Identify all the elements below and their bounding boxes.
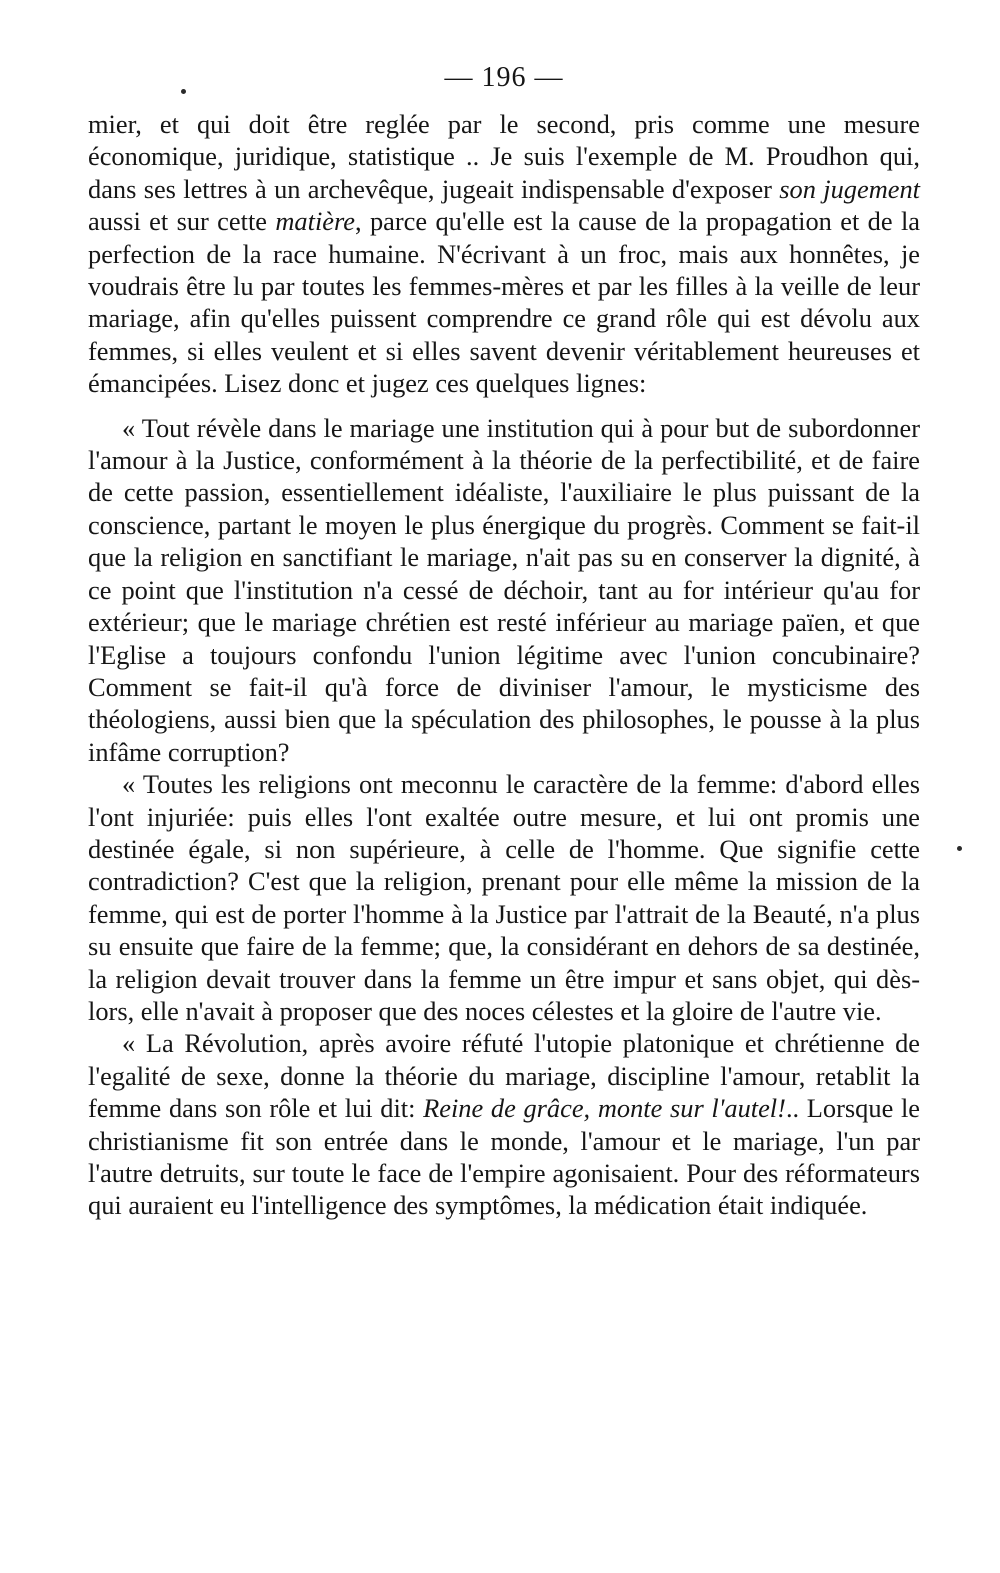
paragraph [88,1027,920,1221]
paragraph [88,412,920,768]
text-run: « La Révolution, après avoire réfuté l'utopie platonique et chrétienne de l'egalité de sexe, donne la théorie du mariage, discipline l'amour, retablit la femme dans son rôle et lui dit: [88,1028,920,1124]
ink-speck [957,846,962,851]
italic-run: Reine de grâce, monte sur l'autel! [423,1093,786,1124]
document-page [88,58,920,1538]
paragraph [88,108,920,400]
paragraph [88,768,920,1027]
page-number: — 196 — [444,62,564,93]
text-run: « Toutes les religions ont meconnu le caractère de la femme: d'abord elles l'ont injuriée: puis elles l'ont exaltée outre mesure, et lui ont promis une destinée égale, si non supérieure, à celle de l'homme. Que signifie cette contradiction? C'est que la religion, prenant pour elle même la mission de la femme, qui est de porter l'homme à la Justice par l'attrait de la Beauté, n'a plus su ensuite que faire de la femme; que, la considérant en dehors de sa destinée, la religion devait trouver dans la femme un être impur et sans objet, qui dès-lors, elle n'avait à proposer que des noces célestes et la gloire de l'autre vie. [88,769,920,1026]
text-run: .. Lorsque le christianisme fit son entrée dans le monde, l'amour et le mariage, l'un par l'autre detruits, sur toute le face de l'empire agonisaient. Pour des réformateurs qui auraient eu l'intelligence des symptômes, la médication était indiquée. [88,1093,920,1221]
text-run: mier, et qui doit être reglée par le second, pris comme une mesure économique, juridique, statistique .. Je suis l'exemple de M. Proudhon qui, dans ses lettres à un archevêque, jugeait indispensable d'exposer [88,109,920,204]
italic-run: matière [275,206,355,237]
text-run: « Tout révèle dans le mariage une institution qui à pour but de subordonner l'amour à la Justice, conformément à la théorie de la perfectibilité, et de faire de cette passion, essentiellement idéaliste, l'auxiliaire le plus puissant de la conscience, partant le moyen le plus énergique du progrès. Comment se fait-il que la religion en sanctifiant le mariage, n'ait pas su en conserver la dignité, à ce point que l'institution n'a cessé de déchoir, tant au for intérieur qu'au for extérieur; que le mariage chrétien est resté inférieur au mariage païen, et que l'Eglise a toujours confondu l'union légitime avec l'union concubinaire? Comment se fait-il qu'à force de diviniser l'amour, le mysticisme des théologiens, aussi bien que la spéculation des philosophes, le pousse à la plus infâme corruption? [88,412,920,767]
text-run: aussi et sur cette [88,206,276,237]
italic-run: son jugement [779,173,920,204]
body-text [88,108,920,1222]
text-run: , parce qu'elle est la cause de la propagation et de la perfection de la race humaine. N'écrivant à un froc, mais aux honnêtes, je voudrais être lu par toutes les femmes-mères et par les filles à la veille de leur mariage, afin qu'elles puissent comprendre ce grand rôle qui est dévolu aux femmes, si elles veulent et si elles savent devenir véritablement heureuses et émancipées. Lisez donc et jugez ces quelques lignes: [88,206,920,399]
